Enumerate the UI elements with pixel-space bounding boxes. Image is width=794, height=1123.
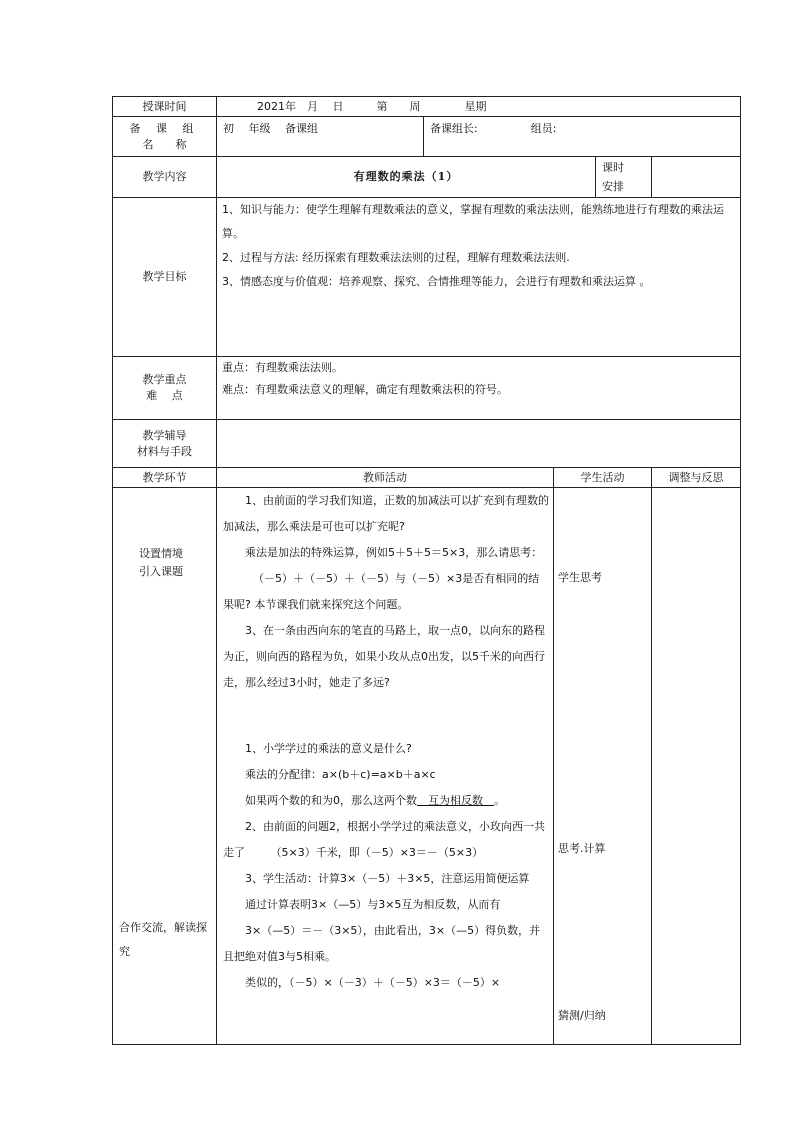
group-label-line1: 备 课 组 (129, 121, 200, 135)
stage-intro-line1: 设置情境 (139, 547, 183, 560)
group-row (113, 117, 741, 157)
explore-q3-post: 。 (494, 794, 505, 807)
group-label-line2: 名 称 (142, 137, 187, 151)
objectives-row (113, 198, 741, 357)
intro-para-1: 1、由前面的学习我们知道，正数的加减法可以扩充到有理数的加减法，那么乘法是可也可以扩充呢? (223, 494, 549, 533)
student-activity-cell (554, 488, 652, 1045)
student-guess: 猜测/归纳 (558, 1009, 606, 1022)
focus-label-line1: 教学重点 (142, 373, 187, 386)
intro-para-2: 乘法是加法的特殊运算，例如5＋5＋5＝5×3，那么请思考： (245, 546, 543, 559)
reflect-cell (652, 488, 741, 1045)
hours-label (596, 157, 652, 198)
group-label (113, 117, 217, 157)
grade-value-text: 初 年级 备课组 (223, 122, 318, 135)
focus-key: 重点：有理数乘法法则。 (222, 361, 343, 374)
lesson-title: 有理数的乘法（1） (217, 157, 596, 198)
column-header-row (113, 468, 741, 488)
hours-value (652, 157, 741, 198)
student-calc: 思考.计算 (558, 842, 606, 855)
objective-item-3: 3、情感态度与价值观：培养观察、探究、合情推理等能力，会进行有理数和乘法运算 。 (222, 275, 651, 288)
explore-q6: 通过计算表明3×（—5）与3×5互为相反数，从而有 (245, 898, 501, 911)
members-label: 组员: (530, 122, 557, 135)
lesson-plan-table (112, 96, 741, 1045)
intro-para-3: （－5）＋（－5）＋（－5）与（－5）×3是否有相同的结果呢? 本节课我们就来探究这个问题。 (223, 572, 540, 611)
explore-q3-fill: 互为相反数 (417, 794, 494, 807)
focus-row (113, 357, 741, 420)
materials-label (113, 420, 217, 468)
student-think: 学生思考 (558, 571, 602, 584)
stage-intro (139, 545, 183, 581)
materials-row (113, 420, 741, 468)
objective-item-1: 1、知识与能力：使学生理解有理数乘法的意义，掌握有理数的乘法法则，能熟练地进行有理数的乘法运算。 (222, 203, 724, 240)
objectives-content (217, 198, 741, 357)
explore-q4: 2、由前面的问题2，根据小学学过的乘法意义，小玫向西一共走了 （5×3）千米，即（－5）×3＝－（5×3） (223, 820, 545, 859)
explore-q3-pre: 如果两个数的和为0，那么这两个数 (245, 794, 417, 807)
explore-q7: 3×（—5）＝－（3×5），由此看出，3×（—5）得负数，并且把绝对值3与5相乘。 (223, 924, 541, 963)
explore-q3 (217, 788, 553, 814)
materials-content (217, 420, 741, 468)
objective-item-2: 2、过程与方法: 经历探索有理数乘法法则的过程，理解有理数乘法法则. (222, 251, 570, 264)
objectives-label: 教学目标 (113, 198, 217, 357)
group-leader-label: 备课组长: (430, 122, 478, 135)
col-header-teacher: 教师活动 (217, 468, 554, 488)
teacher-activity-cell (217, 488, 554, 1045)
stage-explore: 合作交流，解读探究 (119, 921, 207, 958)
content-row (113, 157, 741, 198)
time-label: 授课时间 (113, 97, 217, 117)
time-value-text: 2021年 月 日 第 周 星期 (257, 99, 487, 113)
focus-label (113, 357, 217, 420)
hours-label-line1: 课时 (602, 161, 624, 174)
col-header-reflect: 调整与反思 (652, 468, 741, 488)
focus-content (217, 357, 741, 420)
focus-difficult: 难点：有理数乘法意义的理解，确定有理数乘法积的符号。 (222, 383, 508, 396)
explore-q2: 乘法的分配律：a×(b＋c)=a×b＋a×c (245, 768, 436, 781)
time-row (113, 97, 741, 117)
col-header-stage: 教学环节 (113, 468, 217, 488)
hours-label-line2: 安排 (602, 180, 624, 193)
content-label: 教学内容 (113, 157, 217, 198)
col-header-student: 学生活动 (554, 468, 652, 488)
group-leader-cell (424, 117, 741, 157)
stage-intro-line2: 引入课题 (139, 565, 183, 578)
focus-label-line2: 难 点 (146, 389, 183, 402)
time-value (217, 97, 741, 117)
explore-q8: 类似的，（－5）×（－3）＋（－5）×3＝（－5）× (245, 976, 501, 989)
explore-q5: 3、学生活动：计算3×（－5）＋3×5，注意运用简便运算 (245, 872, 530, 885)
materials-label-line2: 材料与手段 (137, 444, 192, 458)
explore-q1: 1、小学学过的乘法的意义是什么? (245, 742, 412, 755)
intro-para-4: 3、在一条由西向东的笔直的马路上，取一点0，以向东的路程为正，则向西的路程为负，如果小玫从点0出发，以5千米的向西行走，那么经过3小时，她走了多远? (223, 624, 545, 689)
grade-value (217, 117, 424, 157)
activities-row (113, 488, 741, 1045)
stage-cell (113, 488, 217, 1045)
materials-label-line1: 教学辅导 (142, 428, 187, 442)
